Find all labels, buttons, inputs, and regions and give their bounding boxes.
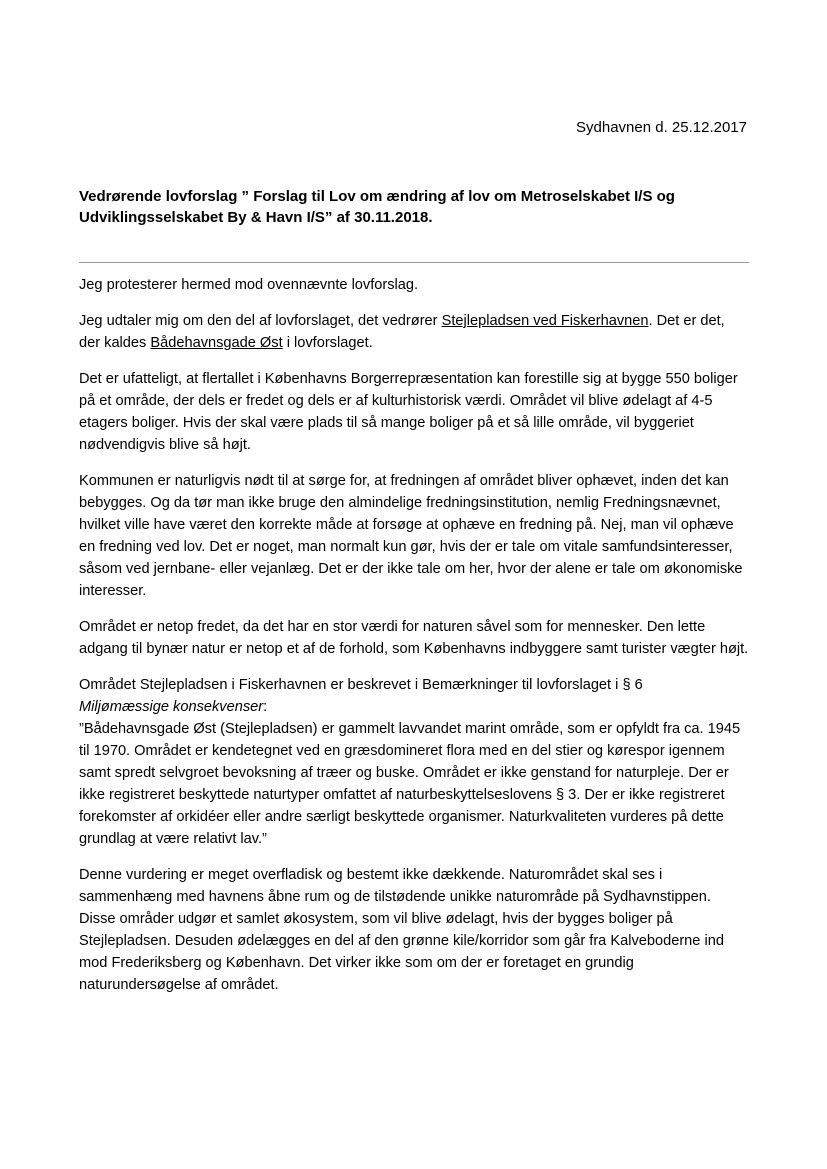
remarks-heading: Miljømæssige konsekvenser	[79, 699, 264, 715]
scope-text-c: i lovforslaget.	[282, 335, 373, 351]
paragraph-nature-value: Området er netop fredet, da det har en stor værdi for naturen såvel som for mennesker. Den lette adgang til bynær natur er netop et af de forhold, som Københavns indbyggere samt turister vægter højt.	[79, 619, 749, 657]
paragraph-assessment: Denne vurdering er meget overfladisk og bestemt ikke dækkende. Naturområdet skal ses i sammenhæng med havnens åbne rum og de tilstødende unikke naturområde på Sydhavnstippen. Disse områder udgør et samlet økosystem, som vil blive ødelagt, hvis der bygges boliger på Stejlepladsen. Desuden ødelægges en del af den grønne kile/korridor som går fra Kalveboderne ind mod Frederiksberg og København. Det virker ikke som om der er foretaget en grundig naturundersøgelse af området.	[79, 867, 724, 993]
remarks-heading-colon: :	[263, 699, 268, 715]
scope-text-b: . Det er det, der kaldes	[79, 313, 725, 351]
paragraph-protest: Jeg protesterer hermed mod ovennævnte lovforslag.	[79, 277, 419, 293]
letter-body	[79, 274, 749, 996]
paragraph-housing: Det er ufatteligt, at flertallet i Københavns Borgerrepræsentation kan forestille sig at bygge 550 boliger på et område, der dels er fredet og dels er af kulturhistorisk værdi. Området vil blive ødelagt af 4-5 etagers boliger. Hvis der skal være plads til så mange boliger på et så lille område, vil byggeriet nødvendigvis blive så højt.	[79, 371, 738, 453]
scope-text-a: Jeg udtaler mig om den del af lovforslaget, det vedrører	[79, 313, 442, 329]
remarks-intro: Området Stejlepladsen i Fiskerhavnen er beskrevet i Bemærkninger til lovforslaget i § 6	[79, 677, 643, 693]
stejlepladsen-link[interactable]: Stejlepladsen ved Fiskerhavnen	[441, 313, 649, 329]
horizontal-rule	[79, 262, 749, 263]
date-line: Sydhavnen d. 25.12.2017	[576, 119, 747, 136]
remarks-quote: ”Bådehavnsgade Øst (Stejlepladsen) er gammelt lavvandet marint område, som er opfyldt fra ca. 1945 til 1970. Området er kendetegnet ved en græsdomineret flora med en del stier og kørespor igennem samt spredt selvgroet bevoksning af træer og buske. Området er ikke genstand for naturpleje. Der er ikke registreret beskyttede naturtyper omfattet af naturbeskyttelseslovens § 3. Der er ikke registreret forekomster af orkidéer eller andre særligt beskyttede organismer. Naturkvaliteten vurderes på dette grundlag at være relativt lav.”	[79, 721, 741, 847]
document-title: Vedrørende lovforslag ” Forslag til Lov om ændring af lov om Metroselskabet I/S og Udviklingsselskabet By & Havn I/S” af 30.11.2018.	[79, 188, 675, 226]
paragraph-remarks	[79, 674, 749, 850]
paragraph-scope	[79, 310, 749, 354]
paragraph-preservation: Kommunen er naturligvis nødt til at sørge for, at fredningen af området bliver ophævet, inden det kan bebygges. Og da tør man ikke bruge den almindelige fredningsinstitution, nemlig Fredningsnævnet, hvilket ville have været den korrekte måde at forsøge at ophæve en fredning på. Nej, man vil ophæve en fredning ved lov. Det er noget, man normalt kun gør, hvis der er tale om vitale samfundsinteresser, såsom ved jernbane- eller vejanlæg. Det er der ikke tale om her, hvor der alene er tale om økonomiske interesser.	[79, 473, 743, 599]
baadehavnsgade-link[interactable]: Bådehavnsgade Øst	[150, 335, 283, 351]
